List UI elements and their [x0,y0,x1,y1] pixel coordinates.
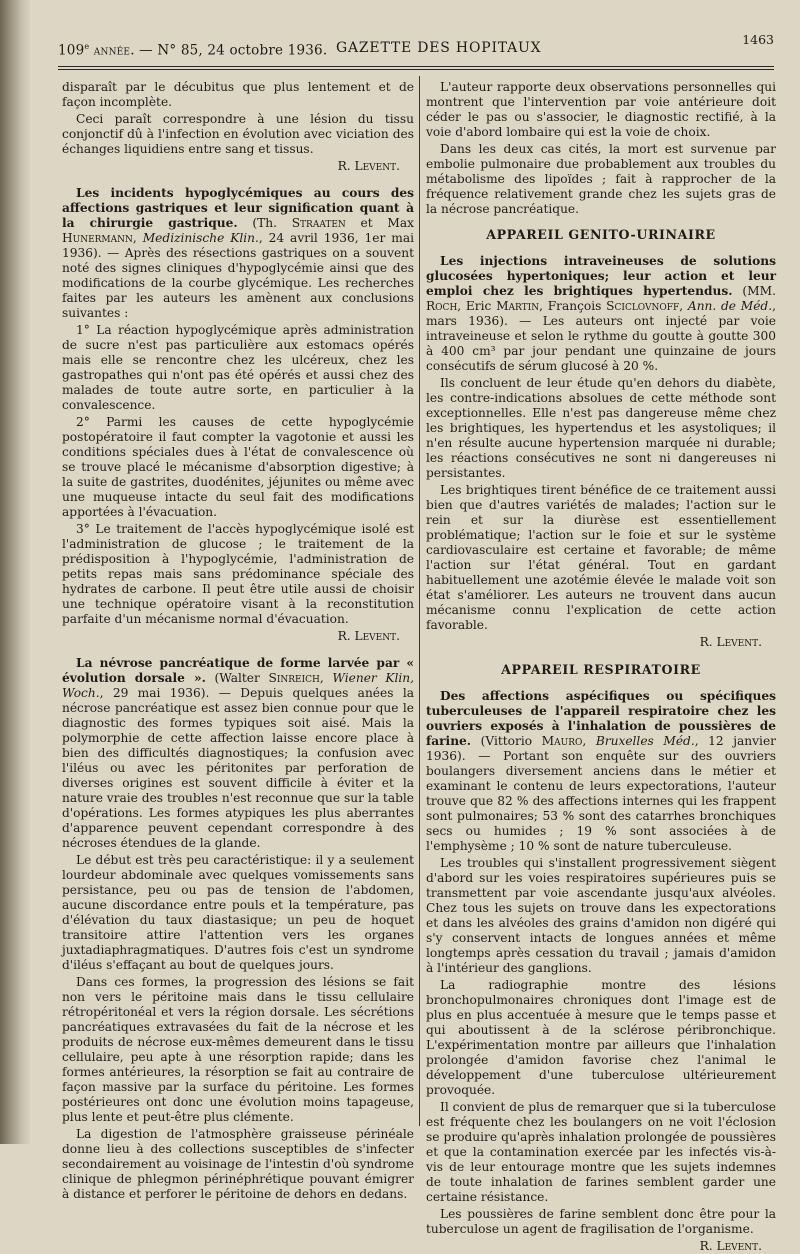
section-heading: APPAREIL GENITO-URINAIRE [486,227,716,242]
issue-date: — N° 85, 24 octobre 1936. [134,42,328,59]
body-paragraph: La radiographie montre des lésions bronchopulmonaires chroniques dont l'image est de plus en plus accentuée à mesure que le temps passe et qui aboutissent à de la sclérose péribronchique. L'expérimentation montre par ailleurs que l'inhalation prolongée d'amidon favorise chez l'animal le développement d'une tuberculose ultérieurement provoquée. [426,978,776,1097]
ref-text: et Max [345,216,415,230]
journal-page [30,0,800,1253]
ref-text: , François [539,299,607,313]
ref-journal: Bruxelles Méd. [595,734,695,748]
volume-number: 109 [58,42,85,59]
ref-text: , [582,734,596,748]
column-divider [419,76,420,1126]
book-spine-shadow [0,0,30,1144]
left-column [62,80,415,1201]
body-paragraph: Les poussières de farine semblent donc être pour la tuberculose un agent de fragilisation de l'organisme. [426,1207,776,1236]
page-number: 1463 [742,32,774,47]
article-flour-lead [426,689,776,854]
body-paragraph: Ils concluent de leur étude qu'en dehors du diabète, les contre-indications absolues de cette méthode sont exceptionnelles. Elle n'est pas dangereuse même chez les brightiques, les hypertendus et les asystoliques; il n'en résulte aucune hypertension marquée ni durable; les réactions consécutives ne sont ni dangereuses ni persistantes. [426,376,776,480]
ref-author: Roch [426,299,458,313]
ref-text: , 24 avril 1936, 1er mai 1936). — Après des résections gastriques on a souvent noté des signes cliniques d'hypoglycémie ainsi que des modifications de la courbe glycémique. Les recherches faites par les auteurs les amènent aux conclusions suivantes : [62,231,414,320]
ref-author: Straaten [291,216,346,230]
issue-info [58,42,327,59]
ref-text: (MM. [732,284,776,298]
author-signature: R. Levent. [699,635,762,649]
body-paragraph: Dans ces formes, la progression des lésions se fait non vers le péritoine mais dans le tissu cellulaire rétropéritonéal et vers la région dorsale. Les sécrétions pancréatiques extravasées du fait de la nécrose et les produits de nécrose eux-mêmes demeurent dans le tissu cellulaire, peu apte à une résorption rapide; dans les formes antérieures, la résorption se fait au contraire de façon massive par la surface du péritoine. Les formes postérieures ont donc une évolution moins tapageuse, plus lente et peut-être plus clémente. [62,975,414,1124]
body-paragraph: 2° Parmi les causes de cette hypoglycémie postopératoire il faut compter la vagotonie et aussi les conditions spéciales dues à l'état de convalescence où se trouve placé le mécanisme d'absorption digestive; à la suite de gastrites, duodénites, jéjunites ou même avec une muqueuse intacte du seul fait des modifications apportées à l'évacuation. [62,415,414,519]
ref-text: , Eric [457,299,497,313]
section-heading: APPAREIL RESPIRATOIRE [501,662,701,677]
author-signature: R. Levent. [337,159,400,173]
article-hypoglycemia-lead [62,186,414,321]
article-glucose-lead [426,254,776,374]
body-paragraph: Dans les deux cas cités, la mort est survenue par embolie pulmonaire due probablement aux troubles du métabolisme des lipoïdes ; fait à rapprocher de la fréquence relativement grande chez les sujets gras de la nécrose pancréatique. [426,142,776,216]
running-header [58,42,774,62]
article-title: La névrose pancréatique de forme larvée par « évolution dorsale ». [62,656,414,685]
body-paragraph: La digestion de l'atmosphère graisseuse périnéale donne lieu à des collections susceptibles de s'infecter secondairement au voisinage de l'intestin d'où syndrome clinique de phlegmon périnéphrétique pouvant émigrer à distance et perforer le péritoine de dehors en dedans. [62,1127,414,1201]
article-title: Les incidents hypoglycémiques au cours des affections gastriques et leur signification quant à la chirurgie gastrique. [62,186,414,230]
body-paragraph: 3° Le traitement de l'accès hypoglycémique isolé est l'administration de glucose ; le traitement de la prédisposition à l'hypoglycémie, l'administration de petits repas mais sans prédominance spéciale des hydrates de carbone. Il peut être utile aussi de choisir une technique opératoire visant à la reconstitution parfaite d'un mécanisme normal d'évacuation. [62,522,414,626]
ref-text: , 12 janvier 1936). — Portant son enquête sur des ouvriers boulangers diversement anciens dans le métier et examinant le contenu de leurs expectorations, l'auteur trouve que 82 % des affections internes qui les frappent sont pulmonaires; 53 % sont des catarrhes bronchiques secs ou humides ; 19 % sont associées à de l'emphysème ; 10 % sont de nature tuberculeuse. [426,734,776,853]
header-rule-bottom [58,69,774,70]
article-title: Des affections aspécifiques ou spécifiques tuberculeuses de l'appareil respiratoire chez les ouvriers exposés à l'inhalation de poussières de farine. [426,689,776,748]
ref-text: , [679,299,688,313]
ref-text: , 29 mai 1936). — Depuis quelques anées la nécrose pancréatique est assez bien connue pour que le diagnostic des formes typiques soit aisé. Mais la polymorphie de cette affection laisse encore place à bien des difficultés diagnostiques; la confusion avec l'iléus ou avec les péritonites par perforation de diverses origines est souvent difficile à éviter et la nature vraie des troubles n'est reconnue que sur la table d'opérations. Les formes atypiques les plus aberrantes d'apparence peuvent cependant correspondre à des nécroses étendues de la glande. [62,686,414,850]
body-paragraph: 1° La réaction hypoglycémique après administration de sucre n'est pas particulière aux estomacs opérés mais elle se rencontre chez les ulcéreux, chez les gastropathes qui n'ont pas été opérés et aussi chez des malades de toute autre sorte, en particulier à la convalescence. [62,323,414,412]
ref-author: Martin [496,299,540,313]
ref-text: , mars 1936). — Les auteurs ont injecté par voie intraveineuse et selon le rythme du goutte à goutte 300 à 400 cm³ par jour pendant une quinzaine de jours consécutifs de sérum glucosé à 20 %. [426,299,776,373]
ref-author: Hunermann [62,231,133,245]
author-signature: R. Levent. [699,1239,762,1253]
intro-paragraph: disparaît par le décubitus que plus lentement et de façon incomplète. [62,80,414,109]
journal-title: GAZETTE DES HOPITAUX [336,40,542,56]
ref-text: , [319,671,333,685]
ref-author: Sinreich [268,671,320,685]
ref-text: , [132,231,143,245]
ref-journal: Medizinische Klin. [142,231,259,245]
article-pancreatic-lead [62,656,414,851]
author-signature: R. Levent. [337,629,400,643]
right-column [426,80,776,1253]
body-paragraph: L'auteur rapporte deux observations personnelles qui montrent que l'intervention par voie antérieure doit céder le pas ou s'associer, le diagnostic rectifié, à la voie d'abord lombaire qui est la voie de choix. [426,80,776,139]
header-rule-top [58,66,774,67]
body-paragraph: Les troubles qui s'installent progressivement siègent d'abord sur les voies respiratoires supérieures puis se transmettent par voie ascendante jusqu'aux alvéoles. Chez tous les sujets on trouve dans les expectorations et dans les alvéoles des grains d'amidon non digéré qui s'y conservent intacts de longues années et même longtemps après cessation du travail ; jamais d'amidon à l'intérieur des ganglions. [426,856,776,975]
ref-text: (Vittorio [471,734,542,748]
body-paragraph: Les brightiques tirent bénéfice de ce traitement aussi bien que d'autres variétés de malades; l'action sur le rein et sur la diurèse est essentiellement problématique; l'action sur le foie et sur le système cardiovasculaire est certaine et favorable; de même l'action sur l'état général. Tout en gardant habituellement une azotémie élevée le malade voit son état s'améliorer. Les auteurs ne trouvent dans aucun mécanisme connu l'explication de cette action favorable. [426,483,776,632]
body-paragraph: Le début est très peu caractéristique: il y a seulement lourdeur abdominale avec quelques vomissements sans persistance, peu ou pas de tension de l'abdomen, aucune discordance entre pouls et la température, pas d'élévation du taux diastasique; un peu de hoquet transitoire attire l'attention vers les organes juxtadiaphragmatiques. D'autres fois c'est un syndrome d'iléus s'effaçant au bout de quelques jours. [62,853,414,972]
ref-text: (Walter [205,671,269,685]
volume-suffix: e [84,42,90,51]
ref-journal: Ann. de Méd. [687,299,773,313]
volume-word: année. [89,42,135,59]
ref-author: Sciclovnoff [606,299,680,313]
ref-author: Mauro [541,734,583,748]
article-title: Les injections intraveineuses de solutions glucosées hypertoniques; leur action et leur emploi chez les brightiques hypertendus. [426,254,776,298]
ref-text: (Th. [237,216,292,230]
intro-paragraph-2: Ceci paraît correspondre à une lésion du tissu conjonctif dû à l'infection en évolution avec viciation des échanges liquidiens entre sang et tissus. [62,112,414,156]
body-paragraph: Il convient de plus de remarquer que si la tuberculose est fréquente chez les boulangers on ne voit l'éclosion se produire qu'après inhalation prolongée de poussières et que la contamination exercée par les infectés vis-à-vis de leur entourage montre que les sujets indemnes de toute inhalation de farines semblent garder une certaine résistance. [426,1100,776,1204]
ref-journal: Wiener Klin, Woch. [62,671,415,700]
